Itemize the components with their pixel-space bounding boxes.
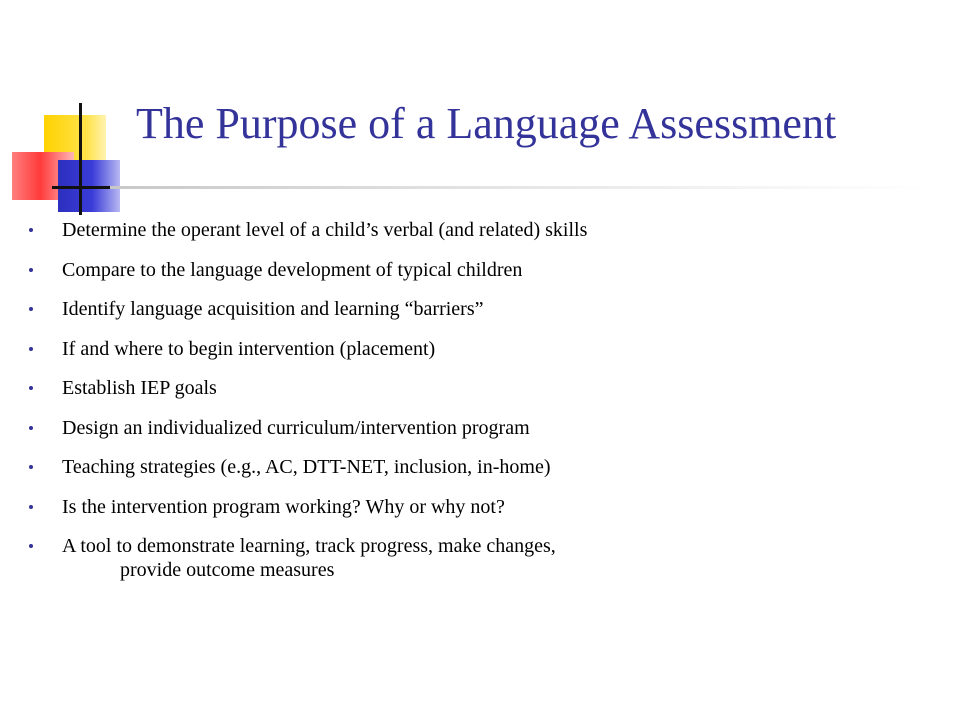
bullet-item bbox=[26, 258, 926, 282]
title-underline-rule bbox=[110, 186, 930, 189]
bullet-text: If and where to begin intervention (placement) bbox=[62, 337, 436, 360]
bullet-text: Establish IEP goals bbox=[62, 377, 217, 399]
bullet-dot-icon bbox=[29, 544, 33, 548]
bullet-continuation-text: provide outcome measures bbox=[120, 559, 335, 581]
bullet-dot-icon bbox=[29, 347, 33, 351]
logo-horizontal-line bbox=[52, 186, 110, 189]
bullet-item bbox=[26, 416, 926, 440]
bullet-dot-icon bbox=[29, 386, 33, 390]
bullet-item bbox=[26, 297, 926, 321]
bullet-item bbox=[26, 218, 926, 242]
bullet-text: Determine the operant level of a child’s verbal (and related) skills bbox=[62, 219, 588, 241]
bullet-dot-icon bbox=[29, 307, 33, 311]
bullet-dot-icon bbox=[29, 505, 33, 509]
bullet-item bbox=[26, 495, 926, 519]
bullet-text: Is the intervention program working? Why or why not? bbox=[62, 495, 505, 518]
bullet-item bbox=[26, 534, 926, 582]
bullet-item bbox=[26, 376, 926, 400]
bullet-dot-icon bbox=[29, 426, 33, 430]
bullet-text: A tool to demonstrate learning, track progress, make changes, bbox=[62, 535, 556, 557]
bullet-dot-icon bbox=[29, 228, 33, 232]
bullet-item bbox=[26, 337, 926, 361]
bullet-item bbox=[26, 455, 926, 479]
bullet-text: Teaching strategies (e.g., AC, DTT-NET, inclusion, in-home) bbox=[62, 456, 551, 478]
slide-title: The Purpose of a Language Assessment bbox=[136, 99, 837, 148]
bullet-dot-icon bbox=[29, 268, 33, 272]
logo-vertical-line bbox=[79, 103, 82, 215]
bullet-text: Identify language acquisition and learning “barriers” bbox=[62, 298, 484, 320]
bullet-list bbox=[26, 218, 926, 598]
bullet-text: Compare to the language development of typical children bbox=[62, 258, 523, 281]
bullet-dot-icon bbox=[29, 465, 33, 469]
bullet-text: Design an individualized curriculum/intervention program bbox=[62, 416, 530, 439]
